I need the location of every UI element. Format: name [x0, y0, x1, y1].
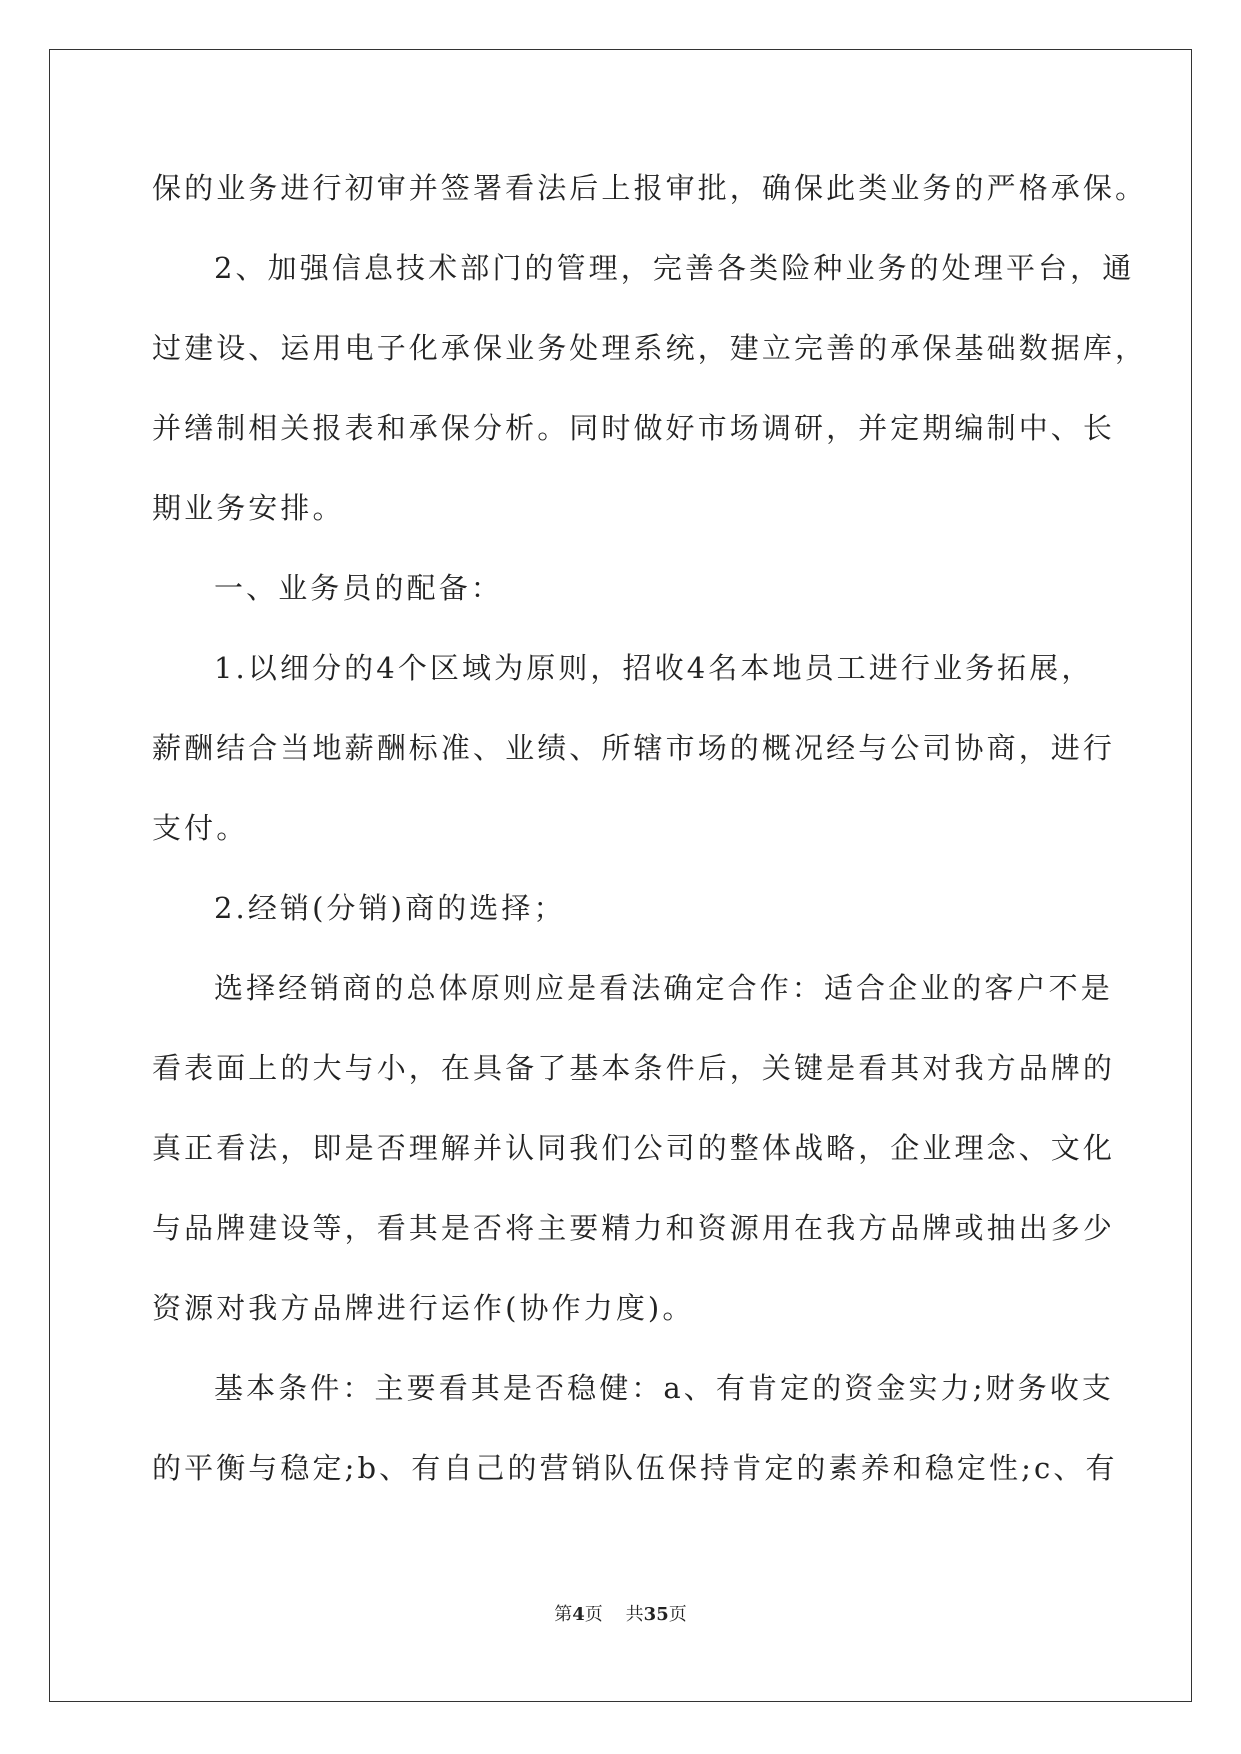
- text-line: 看表面上的大与小，在具备了基本条件后，关键是看其对我方品牌的: [152, 1051, 1116, 1085]
- page-prefix: 第: [554, 1604, 573, 1625]
- text-line: 资源对我方品牌进行运作(协作力度)。: [152, 1291, 695, 1325]
- text-line: 1.以细分的4个区域为原则，招收4名本地员工进行业务拓展，: [214, 651, 1094, 685]
- text-line: 2.经销(分销)商的选择；: [214, 891, 566, 925]
- text-line: 过建设、运用电子化承保业务处理系统，建立完善的承保基础数据库，: [152, 331, 1148, 365]
- text-line: 选择经销商的总体原则应是看法确定合作：适合企业的客户不是: [214, 971, 1113, 1005]
- text-line: 期业务安排。: [152, 491, 345, 525]
- text-line: 基本条件：主要看其是否稳健：a、有肯定的资金实力;财务收支: [214, 1371, 1114, 1405]
- text-line: 并缮制相关报表和承保分析。同时做好市场调研，并定期编制中、长: [152, 411, 1116, 445]
- text-line: 2、加强信息技术部门的管理，完善各类险种业务的处理平台，通: [214, 251, 1135, 285]
- text-line: 的平衡与稳定;b、有自己的营销队伍保持肯定的素养和稳定性;c、有: [152, 1451, 1118, 1485]
- page-suffix: 页: [584, 1604, 603, 1625]
- text-line: 保的业务进行初审并签署看法后上报审批，确保此类业务的严格承保。: [152, 171, 1148, 205]
- total-prefix: 共: [625, 1604, 644, 1625]
- section-heading: 一、业务员的配备：: [214, 571, 503, 605]
- total-pages: 35: [643, 1604, 669, 1625]
- total-suffix: 页: [668, 1604, 687, 1625]
- page-footer: [0, 1603, 1241, 1627]
- text-line: 与品牌建设等，看其是否将主要精力和资源用在我方品牌或抽出多少: [152, 1211, 1116, 1245]
- text-line: 真正看法，即是否理解并认同我们公司的整体战略，企业理念、文化: [152, 1131, 1116, 1165]
- text-line: 薪酬结合当地薪酬标准、业绩、所辖市场的概况经与公司协商，进行: [152, 731, 1116, 765]
- page-number: 4: [572, 1604, 585, 1625]
- text-line: 支付。: [152, 811, 249, 845]
